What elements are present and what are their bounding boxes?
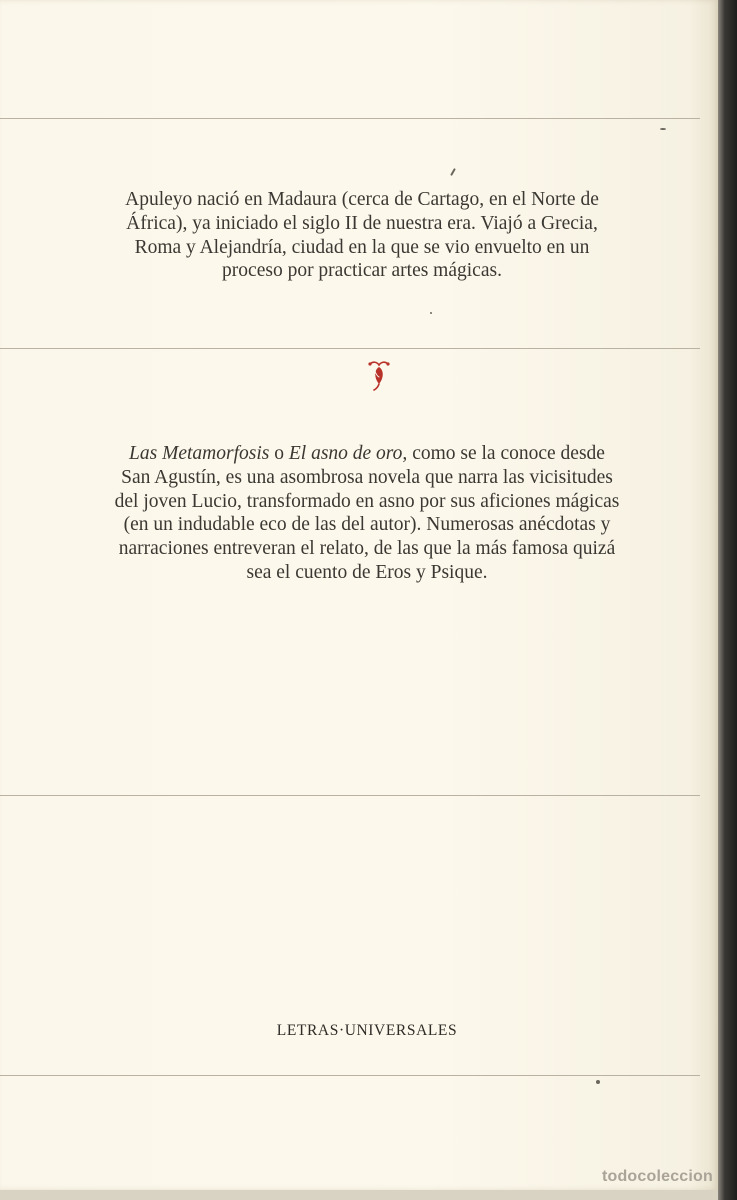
synopsis-text: como se la conoce desde San Agustín, es una asombrosa novela que narra las vicisitudes del joven Lucio, transformado en asno por sus aficiones mágicas (en un indudable eco de las del autor). Numerosas anécdotas y narraciones entreveran el relato, de las que la más famosa quizá sea el cuento de Eros y Psique.	[114, 443, 620, 583]
divider-line	[0, 1075, 700, 1076]
watermark-logo: todocoleccion	[601, 1168, 713, 1185]
red-fleuron-icon	[366, 358, 392, 392]
series-name: LETRAS·UNIVERSALES	[276, 1022, 458, 1039]
divider-line	[0, 118, 700, 119]
divider-line	[0, 348, 700, 349]
paper-speck	[430, 312, 432, 314]
paper-speck	[596, 1080, 600, 1084]
title-connector: o	[269, 443, 289, 464]
paper-speck	[450, 168, 456, 176]
book-title-asno-de-oro: El asno de oro,	[288, 443, 408, 464]
book-title-metamorfosis: Las Metamorfosis	[129, 443, 270, 464]
book-synopsis	[112, 442, 622, 585]
book-spine-edge	[718, 0, 737, 1200]
divider-line	[0, 795, 700, 796]
paper-speck	[660, 128, 666, 130]
author-bio: Apuleyo nació en Madaura (cerca de Cartago, en el Norte de África), ya iniciado el siglo II de nuestra era. Viajó a Grecia, Roma y Alejandría, ciudad en la que se vio envuelto en un proceso por practicar artes mágicas.	[125, 189, 599, 282]
